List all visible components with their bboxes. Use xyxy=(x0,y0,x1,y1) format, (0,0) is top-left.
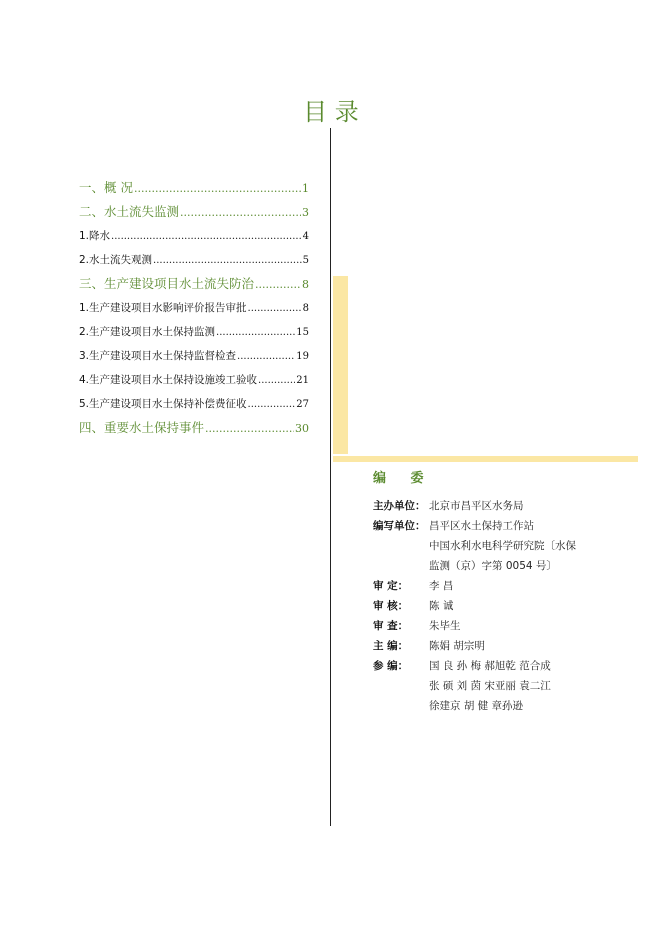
editorial-row xyxy=(373,636,633,656)
toc-entry-label: 2.水土流失观测 xyxy=(79,254,153,266)
editorial-name: 监测（京）字第 0054 号〕 xyxy=(429,560,557,572)
page-title: 目 录 xyxy=(303,98,359,126)
editorial-row xyxy=(373,656,633,716)
toc-entry[interactable] xyxy=(79,372,309,396)
editorial-row xyxy=(373,596,633,616)
toc-entry-label: 2.生产建设项目水土保持监测 xyxy=(79,326,216,338)
editorial-name: 陈 诚 xyxy=(429,600,454,612)
toc-entry-label: 3.生产建设项目水土保持监督检查 xyxy=(79,350,237,362)
editorial-name: 李 昌 xyxy=(429,580,454,592)
editorial-role: 审 查： xyxy=(373,620,409,632)
editorial-role: 审 核： xyxy=(373,600,409,612)
toc-entry[interactable] xyxy=(79,252,309,276)
toc-entry[interactable] xyxy=(79,396,309,420)
editorial-name: 昌平区水土保持工作站 xyxy=(429,520,534,532)
editorial-role: 主办单位： xyxy=(373,500,426,512)
editorial-name: 北京市昌平区水务局 xyxy=(429,500,524,512)
center-divider xyxy=(330,128,331,826)
editorial-name: 中国水利水电科学研究院〔水保 xyxy=(429,540,576,552)
editorial-row xyxy=(373,496,633,516)
toc-entry-page: 4 xyxy=(302,231,309,242)
toc-entry[interactable] xyxy=(79,300,309,324)
accent-bar-horizontal xyxy=(333,456,638,462)
toc-entry-label: 4.生产建设项目水土保持设施竣工验收 xyxy=(79,374,258,386)
editorial-name: 张 硕 刘 茵 宋亚丽 袁二江 xyxy=(429,680,551,692)
toc-entry-page: 27 xyxy=(296,399,309,410)
toc-entry-label: 一、概 况 xyxy=(79,180,133,195)
editorial-name: 国 良 孙 梅 郝旭乾 范合成 xyxy=(429,660,551,672)
toc-entry-label: 三、生产建设项目水土流失防治 xyxy=(79,276,255,291)
toc-entry[interactable] xyxy=(79,228,309,252)
editorial-role: 主 编： xyxy=(373,640,409,652)
toc-entry-page: 8 xyxy=(302,278,309,291)
editorial-name: 陈娟 胡宗明 xyxy=(429,640,485,652)
editorial-role: 参 编： xyxy=(373,660,409,672)
editorial-row xyxy=(373,576,633,596)
toc-entry-page: 30 xyxy=(295,422,309,435)
toc-entry-page: 21 xyxy=(296,375,309,386)
toc-entry-page: 3 xyxy=(302,206,309,219)
editorial-board xyxy=(373,470,633,716)
toc-entry-page: 15 xyxy=(296,327,309,338)
editorial-title: 编 委 xyxy=(373,471,434,486)
editorial-role: 审 定： xyxy=(373,580,409,592)
toc-entry-page: 5 xyxy=(302,255,309,266)
editorial-name: 徐建京 胡 健 章孙逊 xyxy=(429,700,524,712)
editorial-row xyxy=(373,616,633,636)
toc-entry[interactable] xyxy=(79,276,309,300)
toc-entry-page: 8 xyxy=(302,303,309,314)
toc-entry[interactable] xyxy=(79,348,309,372)
toc-entry-label: 1.生产建设项目水影响评价报告审批 xyxy=(79,302,247,314)
editorial-role: 编写单位： xyxy=(373,520,426,532)
table-of-contents xyxy=(79,180,309,444)
toc-entry-label: 二、水土流失监测 xyxy=(79,204,180,219)
editorial-row xyxy=(373,516,633,576)
toc-entry[interactable] xyxy=(79,204,309,228)
toc-entry-label: 1.降水 xyxy=(79,230,111,242)
toc-entry-label: 四、重要水土保持事件 xyxy=(79,420,205,435)
toc-entry-label: 5.生产建设项目水土保持补偿费征收 xyxy=(79,398,247,410)
toc-entry[interactable] xyxy=(79,180,309,204)
toc-entry[interactable] xyxy=(79,324,309,348)
toc-entry-page: 1 xyxy=(302,182,309,195)
editorial-name: 朱毕生 xyxy=(429,620,461,632)
accent-bar-vertical xyxy=(333,276,348,454)
toc-entry-page: 19 xyxy=(296,351,309,362)
toc-entry[interactable] xyxy=(79,420,309,444)
